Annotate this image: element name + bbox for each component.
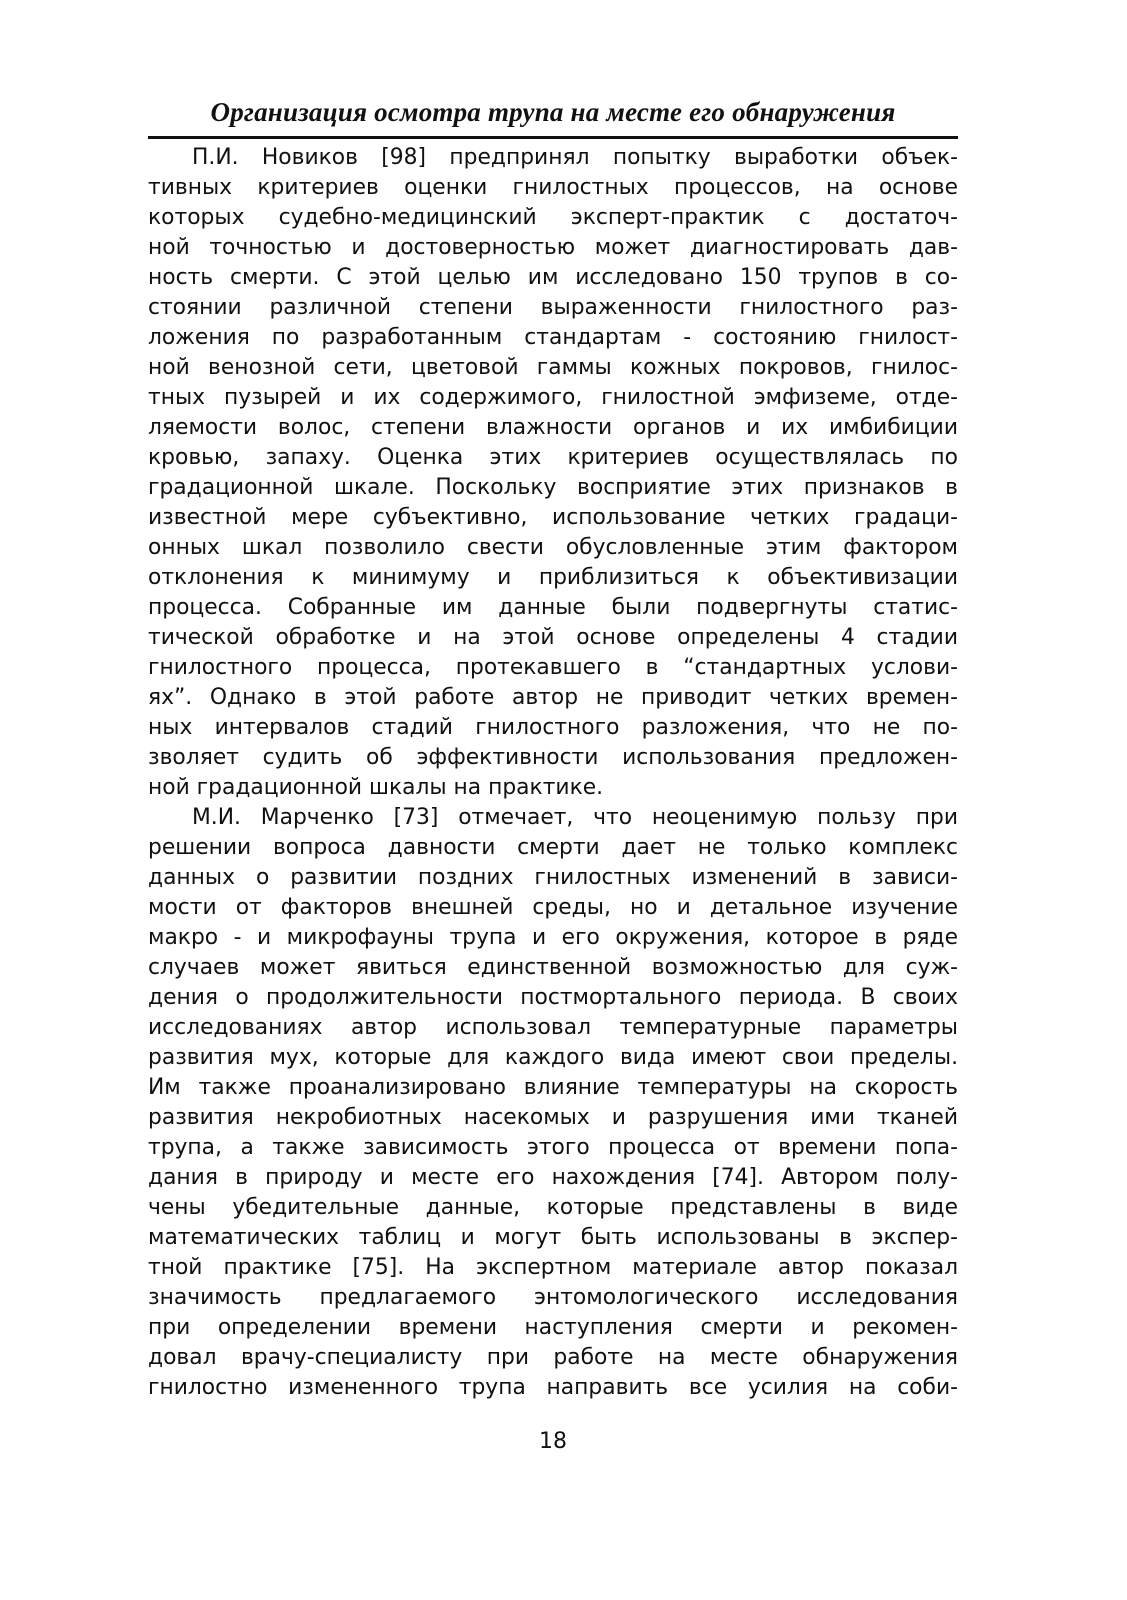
text-line: ляемости волос, степени влажности органов и их имбибиции xyxy=(148,415,958,440)
paragraph-marchenko xyxy=(148,803,958,1403)
text-line: стоянии различной степени выраженности гнилостного раз- xyxy=(148,295,958,320)
text-line: значимость предлагаемого энтомологического исследования xyxy=(148,1285,958,1310)
text-line: ных интервалов стадий гнилостного разложения, что не по- xyxy=(148,715,958,740)
text-line: чены убедительные данные, которые представлены в виде xyxy=(148,1195,958,1220)
text-line: которых судебно-медицинский эксперт-практик с достаточ- xyxy=(148,205,958,230)
text-line: развития мух, которые для каждого вида имеют свои пределы. xyxy=(148,1045,958,1070)
text-line: ной венозной сети, цветовой гаммы кожных покровов, гнилос- xyxy=(148,355,958,380)
text-line: при определении времени наступления смерти и рекомен- xyxy=(148,1315,958,1340)
header-divider xyxy=(148,136,958,139)
text-line: тивных критериев оценки гнилостных процессов, на основе xyxy=(148,175,958,200)
text-line: известной мере субъективно, использование четких градаци- xyxy=(148,505,958,530)
text-line: онных шкал позволило свести обусловленные этим фактором xyxy=(148,535,958,560)
paragraph-novikov xyxy=(148,143,958,803)
text-line: гнилостно измененного трупа направить все усилия на соби- xyxy=(148,1375,958,1400)
page-number: 18 xyxy=(539,1429,567,1454)
text-line: дания в природу и месте его нахождения [74]. Автором полу- xyxy=(148,1165,958,1190)
text-line: ной точностью и достоверностью может диагностировать дав- xyxy=(148,235,958,260)
text-line: гнилостного процесса, протекавшего в “стандартных услови- xyxy=(148,655,958,680)
text-line: случаев может явиться единственной возможностью для суж- xyxy=(148,955,958,980)
running-title: Организация осмотра трупа на месте его обнаружения xyxy=(210,97,896,127)
text-line: отклонения к минимуму и приблизиться к объективизации xyxy=(148,565,958,590)
text-line: данных о развитии поздних гнилостных изменений в зависи- xyxy=(148,865,958,890)
text-line: макро - и микрофауны трупа и его окружения, которое в ряде xyxy=(148,925,958,950)
text-line: довал врачу-специалисту при работе на месте обнаружения xyxy=(148,1345,958,1370)
text-line: кровью, запаху. Оценка этих критериев осуществлялась по xyxy=(148,445,958,470)
text-line: дения о продолжительности постмортального периода. В своих xyxy=(148,985,958,1010)
text-line: ложения по разработанным стандартам - состоянию гнилост- xyxy=(148,325,958,350)
text-line: математических таблиц и могут быть использованы в экспер- xyxy=(148,1225,958,1250)
text-line: решении вопроса давности смерти дает не только комплекс xyxy=(148,835,958,860)
body-text xyxy=(148,143,958,1403)
text-line: мости от факторов внешней среды, но и детальное изучение xyxy=(148,895,958,920)
text-line: ях”. Однако в этой работе автор не приводит четких времен- xyxy=(148,685,958,710)
text-line: ной градационной шкалы на практике. xyxy=(148,775,604,800)
text-line: развития некробиотных насекомых и разрушения ими тканей xyxy=(148,1105,958,1130)
text-line: М.И. Марченко [73] отмечает, что неоценимую пользу при xyxy=(192,805,958,830)
text-line: исследованиях автор использовал температурные параметры xyxy=(148,1015,958,1040)
text-line: тных пузырей и их содержимого, гнилостной эмфиземе, отде- xyxy=(148,385,958,410)
text-line: градационной шкале. Поскольку восприятие этих признаков в xyxy=(148,475,958,500)
text-line: Им также проанализировано влияние температуры на скорость xyxy=(148,1075,958,1100)
text-line: тической обработке и на этой основе определены 4 стадии xyxy=(148,625,958,650)
text-line: процесса. Собранные им данные были подвергнуты статис- xyxy=(148,595,958,620)
text-line: П.И. Новиков [98] предпринял попытку выработки объек- xyxy=(192,145,958,170)
text-line: трупа, а также зависимость этого процесса от времени попа- xyxy=(148,1135,958,1160)
text-line: зволяет судить об эффективности использования предложен- xyxy=(148,745,958,770)
text-line: тной практике [75]. На экспертном материале автор показал xyxy=(148,1255,958,1280)
text-line: ность смерти. С этой целью им исследовано 150 трупов в со- xyxy=(148,265,958,290)
